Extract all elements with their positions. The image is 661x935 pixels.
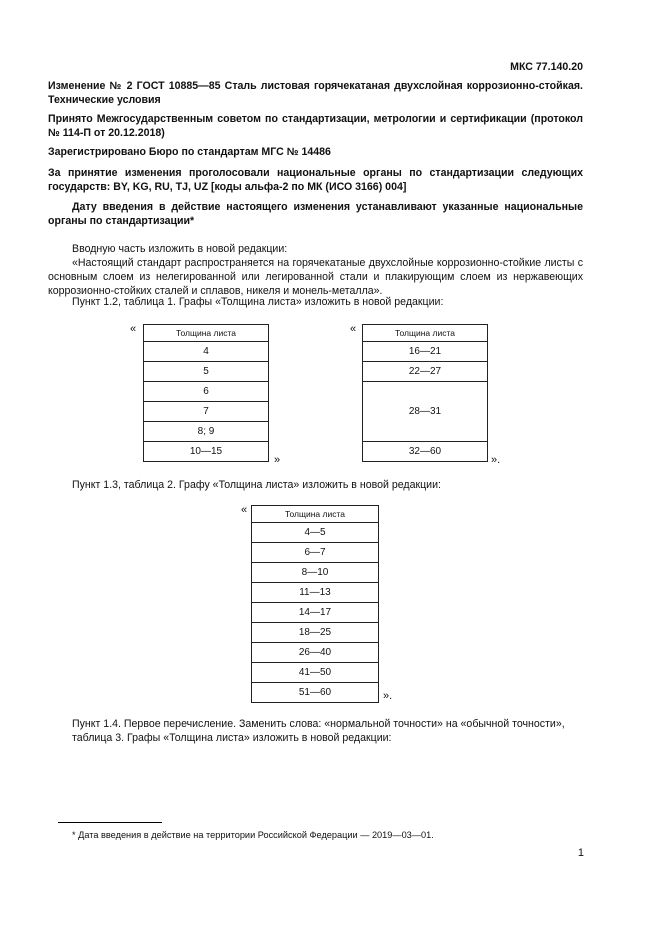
table1-right <box>362 324 488 462</box>
open-quote: « <box>241 504 248 516</box>
paragraph-scope: «Настоящий стандарт распространяется на горячекатаные двухслойные коррозионно-стойкие листы с основным слоем из нелегированной или легированной стали и плакирующим слоем из нержавеющих коррозионно-стойких сталей и сплавов, никеля и монель-металла». <box>48 257 583 297</box>
table-header: Толщина листа <box>363 325 488 342</box>
footnote: * Дата введения в действие на территории Российской Федерации — 2019—03—01. <box>72 830 434 840</box>
close-quote: ». <box>383 690 393 702</box>
paragraph-table2: Пункт 1.3, таблица 2. Графу «Толщина листа» изложить в новой редакции: <box>72 479 441 491</box>
table-cell: 14—17 <box>252 603 379 623</box>
table-cell: 18—25 <box>252 623 379 643</box>
table-cell: 26—40 <box>252 643 379 663</box>
table-cell: 6—7 <box>252 543 379 563</box>
table-cell: 32—60 <box>363 442 488 462</box>
registered-text: Зарегистрировано Бюро по стандартам МГС № 14486 <box>48 146 331 158</box>
paragraph-table3-cont: таблица 3. Графы «Толщина листа» изложить в новой редакции: <box>72 732 392 744</box>
adopted-text: Принято Межгосударственным советом по стандартизации, метрологии и сертификации (протокол № 114-П от 20.12.2018) <box>48 113 583 139</box>
table-cell: 4—5 <box>252 523 379 543</box>
table-cell: 8—10 <box>252 563 379 583</box>
table-cell: 7 <box>144 402 269 422</box>
classification-code: МКС 77.140.20 <box>510 61 583 73</box>
table-cell: 5 <box>144 362 269 382</box>
paragraph-intro: Вводную часть изложить в новой редакции: <box>72 243 288 255</box>
page-number: 1 <box>577 847 584 859</box>
paragraph-table1: Пункт 1.2, таблица 1. Графы «Толщина листа» изложить в новой редакции: <box>72 296 444 308</box>
footnote-divider <box>58 822 162 823</box>
table2 <box>251 505 379 703</box>
table-cell: 11—13 <box>252 583 379 603</box>
open-quote: « <box>350 323 357 335</box>
close-quote: » <box>274 454 281 466</box>
table-cell: 28—31 <box>363 382 488 442</box>
paragraph-table3: Пункт 1.4. Первое перечисление. Заменить слова: «нормальной точности» на «обычной точности», <box>72 718 565 730</box>
table-cell: 41—50 <box>252 663 379 683</box>
table-cell: 22—27 <box>363 362 488 382</box>
open-quote: « <box>130 323 137 335</box>
close-quote: ». <box>491 454 501 466</box>
table-cell: 51—60 <box>252 683 379 703</box>
table1-left <box>143 324 269 462</box>
table-header: Толщина листа <box>144 325 269 342</box>
table-cell: 4 <box>144 342 269 362</box>
table-header: Толщина листа <box>252 506 379 523</box>
table-cell: 8; 9 <box>144 422 269 442</box>
voted-text: За принятие изменения проголосовали национальные органы по стандартизации следующих государств: BY, KG, RU, TJ, UZ [коды альфа-2 по МК (ИСО 3166) 004] <box>48 167 583 193</box>
table-cell: 6 <box>144 382 269 402</box>
table-cell: 10—15 <box>144 442 269 462</box>
amendment-title: Изменение № 2 ГОСТ 10885—85 Сталь листовая горячекатаная двухслойная коррозионно-стойкая. Технические условия <box>48 80 583 106</box>
effective-date-text: Дату введения в действие настоящего изменения устанавливают указанные национальные органы по стандартизации* <box>48 201 583 227</box>
table-cell: 16—21 <box>363 342 488 362</box>
